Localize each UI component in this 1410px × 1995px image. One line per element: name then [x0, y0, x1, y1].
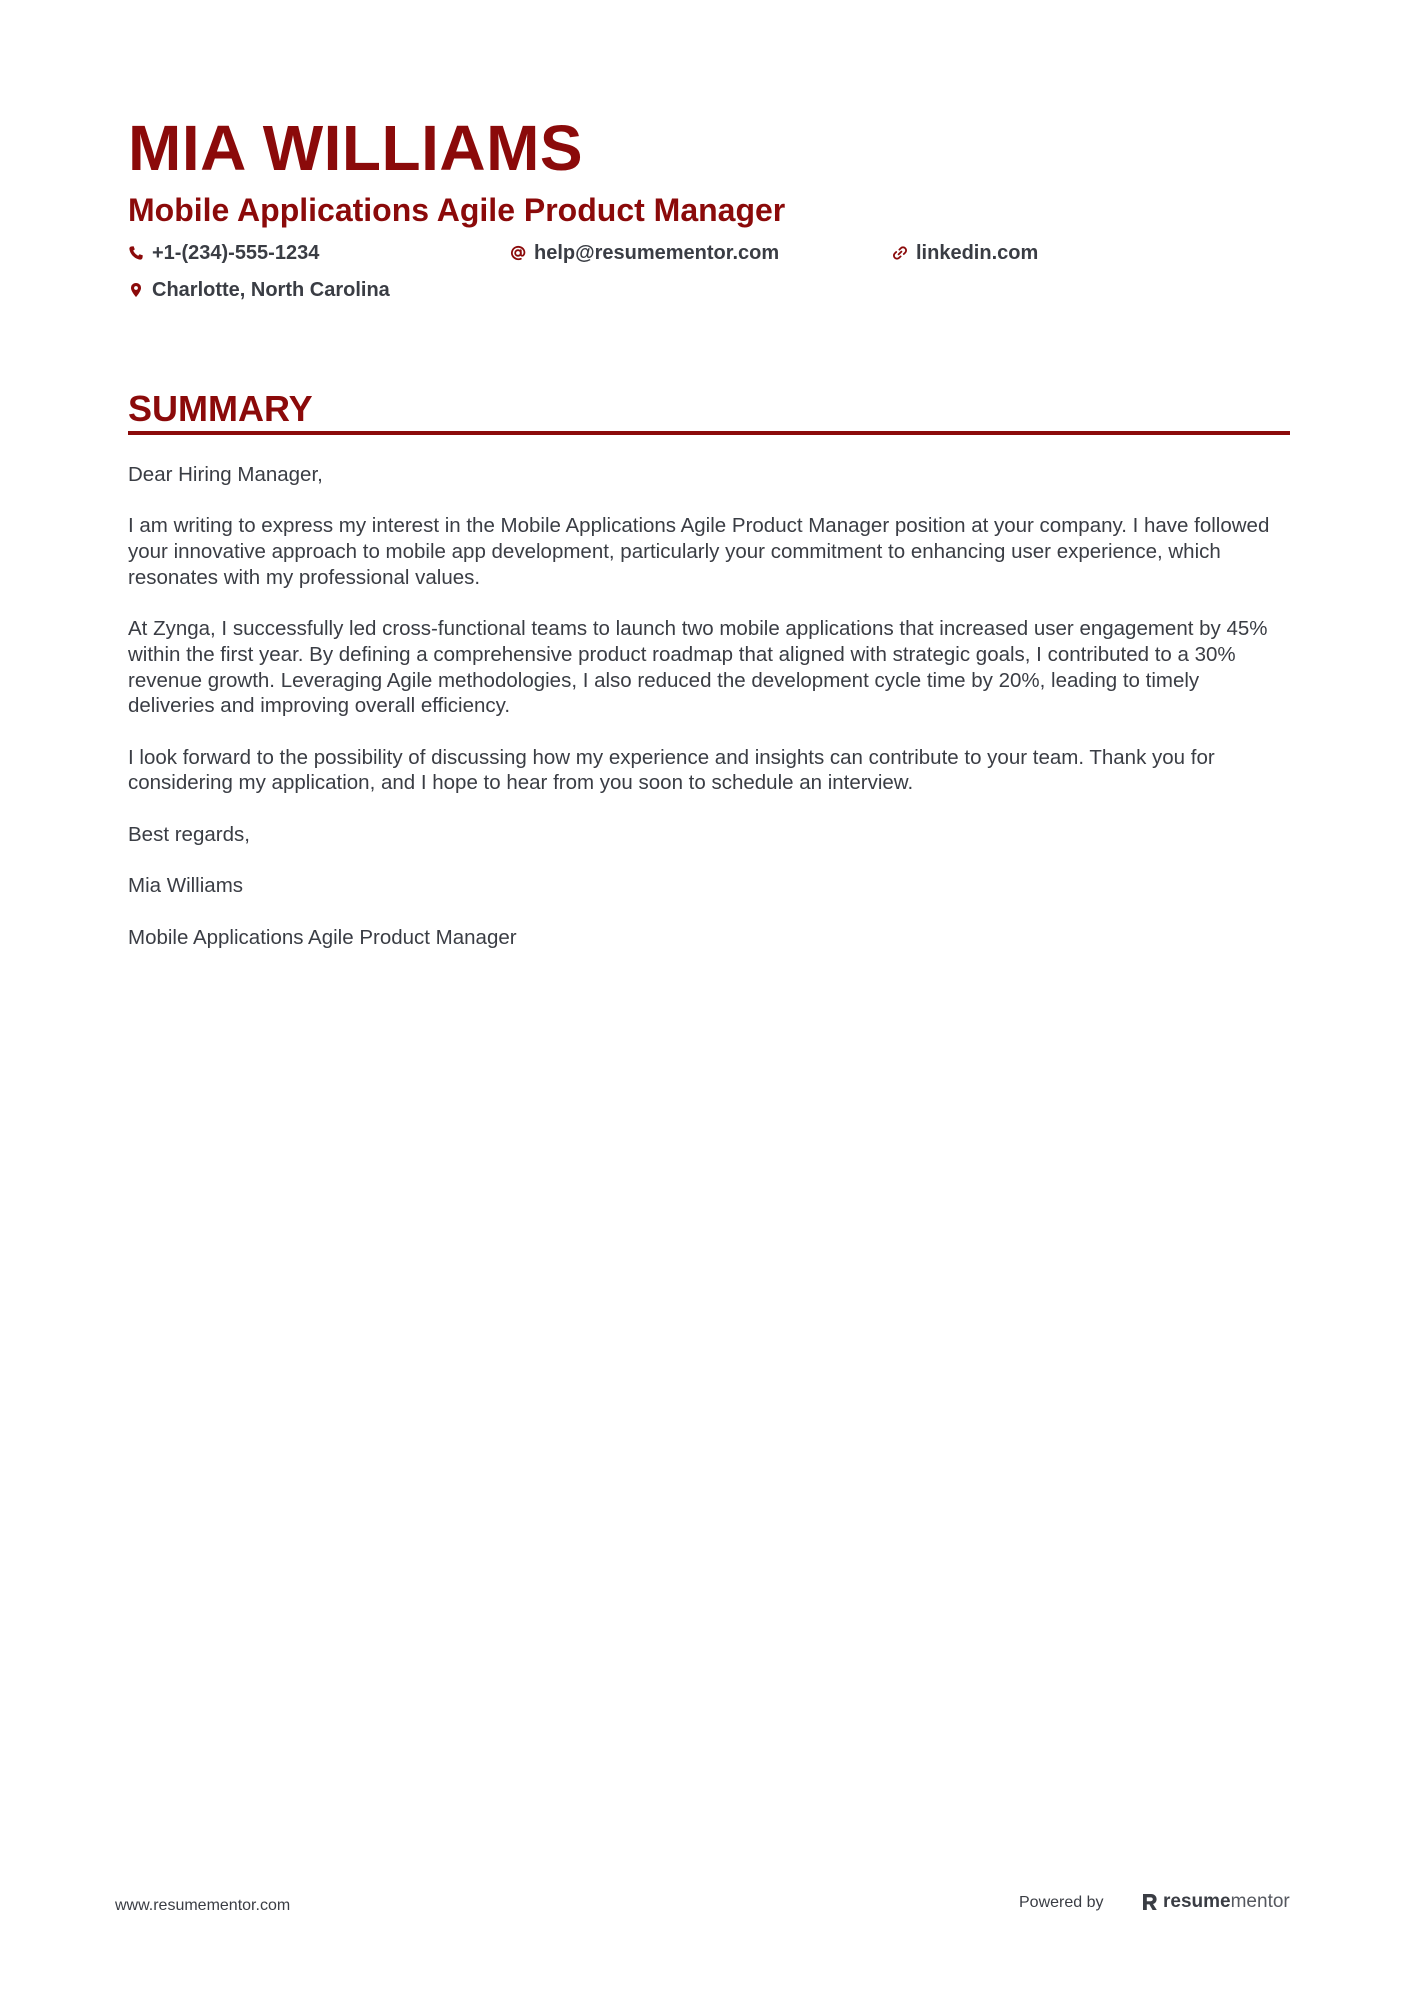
signature-title: Mobile Applications Agile Product Manager: [128, 925, 517, 949]
cover-letter-body: [128, 462, 1288, 976]
letter-paragraph: I look forward to the possibility of discussing how my experience and insights can contribute to your team. Thank you for considering my application, and I hope to hear from you soon to schedule an interview.: [128, 745, 1215, 795]
resumementor-logo-icon: [1141, 1892, 1159, 1912]
email-text: help@resumementor.com: [534, 242, 780, 264]
brand-name-bold: resume: [1163, 1891, 1231, 1912]
signature-name: Mia Williams: [128, 874, 244, 898]
location-text: Charlotte, North Carolina: [152, 279, 390, 301]
contact-location: [128, 277, 390, 303]
letter-paragraph: I am writing to express my interest in the Mobile Applications Agile Product Manager position at your company. I have followed your innovative approach to mobile app development, particularly your commitment to enhancing user experience, which resonates with my professional values.: [128, 514, 1270, 589]
at-sign-icon: [510, 245, 526, 261]
footer-website-link[interactable]: www.resumementor.com: [115, 1897, 291, 1914]
brand-logo[interactable]: [1141, 1890, 1290, 1914]
powered-by-label: Powered by: [1019, 1894, 1104, 1911]
closing: Best regards,: [128, 822, 250, 846]
letter-paragraph: At Zynga, I successfully led cross-functional teams to launch two mobile applications that increased user engagement by 45% within the first year. By defining a comprehensive product roadmap that aligned with strategic goals, I contributed to a 30% revenue growth. Leveraging Agile methodologies, I also reduced the development cycle time by 20%, leading to timely deliveries and improving overall efficiency.: [128, 617, 1268, 718]
contact-phone[interactable]: [128, 240, 319, 266]
contact-linkedin[interactable]: [892, 240, 1038, 266]
contact-email[interactable]: [510, 240, 779, 266]
phone-icon: [128, 245, 144, 261]
location-pin-icon: [128, 282, 144, 298]
candidate-name: MIA WILLIAMS: [128, 112, 584, 184]
summary-heading: SUMMARY: [128, 388, 313, 429]
job-title: Mobile Applications Agile Product Manager: [128, 192, 786, 228]
brand-name-light: mentor: [1230, 1891, 1290, 1912]
link-icon: [892, 245, 908, 261]
salutation: Dear Hiring Manager,: [128, 463, 323, 486]
linkedin-text: linkedin.com: [916, 242, 1039, 264]
phone-text: +1-(234)-555-1234: [152, 242, 320, 264]
section-divider: [128, 431, 1290, 435]
